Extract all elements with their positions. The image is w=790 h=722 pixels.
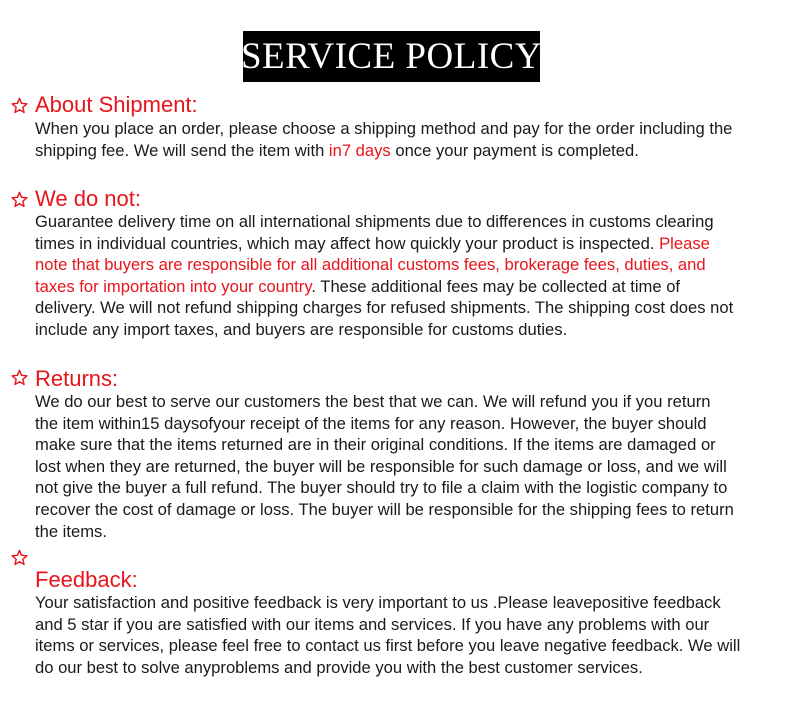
body-text-segment: items or services, please feel free to contact us first before you leave negative feedback. We will xyxy=(35,636,741,656)
body-text-segment: times in individual countries, which may affect how quickly your product is inspected. xyxy=(35,233,660,253)
body-text-segment: lost when they are returned, the buyer will be responsible for such damage or loss, and we will xyxy=(35,456,727,476)
body-line xyxy=(35,118,790,140)
body-line xyxy=(35,413,790,435)
body-line xyxy=(35,233,790,255)
body-text-segment: the items. xyxy=(35,521,107,541)
body-text-segment: the item within15 daysofyour receipt of the items for any reason. However, the buyer should xyxy=(35,413,707,433)
body-text-segment: once your payment is completed. xyxy=(390,140,639,160)
body-text-segment: Your satisfaction and positive feedback is very important to us .Please leavepositive feedback xyxy=(35,593,721,612)
star-outline-icon xyxy=(11,549,28,566)
section-body xyxy=(35,118,790,161)
body-text-segment: not give the buyer a full refund. The buyer should try to file a claim with the logistic company to xyxy=(35,478,728,498)
body-line xyxy=(35,592,790,614)
body-line xyxy=(35,521,790,543)
page-title: SERVICE POLICY xyxy=(240,36,543,77)
section-heading: We do not: xyxy=(35,186,141,211)
star-outline-icon xyxy=(11,191,28,208)
body-line xyxy=(35,456,790,478)
body-text-segment: and 5 star if you are satisfied with our items and services. If you have any problems with our xyxy=(35,614,710,634)
body-text-segment: do our best to solve anyproblems and provide you with the best customer services. xyxy=(35,657,643,677)
body-line xyxy=(35,254,790,276)
body-line xyxy=(35,276,790,298)
section-body xyxy=(35,211,790,341)
body-line xyxy=(35,297,790,319)
body-line xyxy=(35,140,790,162)
title-banner xyxy=(240,31,543,82)
body-text-segment: . These additional fees may be collected at time of xyxy=(311,276,681,296)
body-line xyxy=(35,657,790,679)
section-body xyxy=(35,391,790,542)
body-text-segment: make sure that the items returned are in their original conditions. If the items are damaged or xyxy=(35,435,716,455)
body-line xyxy=(35,499,790,521)
section-heading: About Shipment: xyxy=(35,92,198,117)
body-text-segment: When you place an order, please choose a shipping method and pay for the order including the xyxy=(35,119,733,138)
body-text-segment: recover the cost of damage or loss. The buyer will be responsible for the shipping fees to return xyxy=(35,499,734,519)
body-text-segment: shipping fee. We will send the item with xyxy=(35,140,329,160)
star-outline-icon xyxy=(11,369,28,386)
highlighted-text: note that buyers are responsible for all additional customs fees, brokerage fees, duties, and xyxy=(35,255,706,275)
body-text-segment: delivery. We will not refund shipping charges for refused shipments. The shipping cost does not xyxy=(35,298,734,318)
body-text-segment: Guarantee delivery time on all international shipments due to differences in customs clearing xyxy=(35,212,714,231)
highlighted-text: in7 days xyxy=(328,140,391,160)
star-outline-icon xyxy=(11,97,28,114)
body-line xyxy=(35,635,790,657)
body-text-segment: include any import taxes, and buyers are responsible for customs duties. xyxy=(35,319,568,339)
highlighted-text: taxes for importation into your country xyxy=(35,276,312,296)
body-line xyxy=(35,477,790,499)
body-line xyxy=(35,319,790,341)
section-heading: Feedback: xyxy=(35,567,138,592)
section-body xyxy=(35,592,790,678)
body-line xyxy=(35,391,790,413)
body-line xyxy=(35,614,790,636)
body-text-segment: We do our best to serve our customers the best that we can. We will refund you if you return xyxy=(35,392,711,411)
section-heading: Returns: xyxy=(35,366,119,391)
body-line xyxy=(35,434,790,456)
highlighted-text: Please xyxy=(659,233,710,253)
body-line xyxy=(35,211,790,233)
